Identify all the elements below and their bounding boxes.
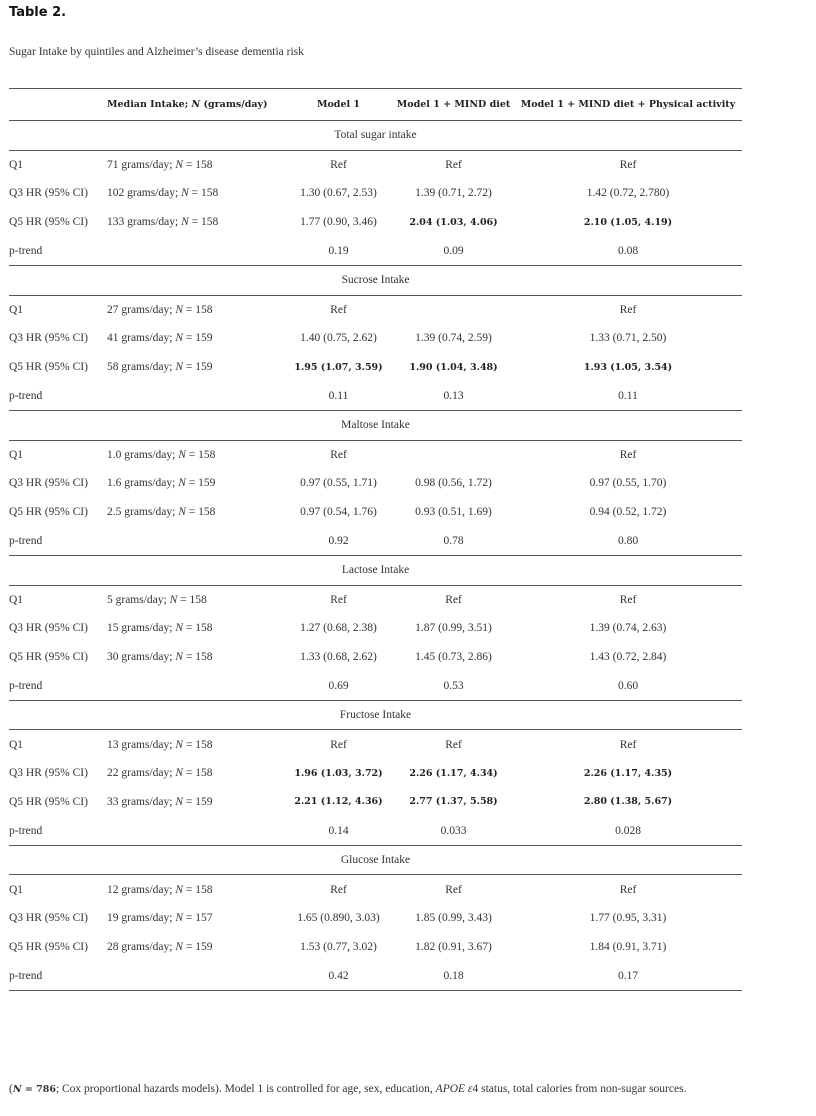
intake-cell: 28 grams/day; N = 159 [107, 940, 213, 953]
intake-cell: 12 grams/day; N = 158 [107, 883, 213, 896]
row-label: Q3 HR (95% CI) [9, 477, 88, 490]
footnote-n [13, 1084, 56, 1095]
model-1-mind-activity-cell: 1.33 (0.71, 2.50) [589, 332, 667, 345]
intake-cell [107, 526, 284, 555]
section-title: Glucose Intake [9, 845, 742, 875]
row-label: p-trend [9, 961, 107, 990]
section-title: Total sugar intake [9, 121, 742, 151]
table-row [9, 208, 742, 237]
model-1-mind-activity-cell: 0.028 [514, 816, 742, 845]
header-cell-blank [9, 89, 107, 121]
intake-cell: 19 grams/day; N = 157 [107, 912, 213, 925]
model-1-cell: 0.19 [284, 236, 393, 265]
table-row [9, 904, 742, 933]
model-1-cell: Ref [330, 883, 347, 896]
model-1-mind-activity-cell: 0.17 [514, 961, 742, 990]
table-row [9, 498, 742, 527]
results-table [9, 88, 742, 991]
row-label: Q5 HR (95% CI) [9, 361, 88, 374]
table-row [9, 440, 742, 469]
intake-cell [107, 961, 284, 990]
footnote-open: ( [9, 1083, 13, 1095]
row-label: Q5 HR (95% CI) [9, 650, 88, 663]
header-median-intake-text: Median Intake; N (grams/day) [107, 99, 268, 110]
row-label: Q3 HR (95% CI) [9, 767, 88, 780]
model-1-mind-cell: 0.18 [393, 961, 514, 990]
intake-cell [107, 816, 284, 845]
table-row [9, 526, 742, 555]
row-label: Q5 HR (95% CI) [9, 506, 88, 519]
row-label: Q1 [9, 158, 24, 171]
model-1-cell: 0.42 [284, 961, 393, 990]
intake-cell: 41 grams/day; N = 159 [107, 332, 213, 345]
model-1-mind-cell: 1.87 (0.99, 3.51) [415, 622, 492, 635]
section-header-row [9, 555, 742, 585]
model-1-cell: 0.14 [284, 816, 393, 845]
row-label: Q3 HR (95% CI) [9, 187, 88, 200]
intake-cell [107, 381, 284, 410]
model-1-mind-activity-cell: 0.94 (0.52, 1.72) [589, 506, 667, 519]
model-1-mind-cell: 1.39 (0.74, 2.59) [415, 332, 492, 345]
model-1-mind-activity-cell: 0.97 (0.55, 1.70) [589, 477, 667, 490]
table-title: Table 2. [9, 5, 67, 20]
model-1-mind-cell: 1.45 (0.73, 2.86) [415, 650, 492, 663]
row-label: Q5 HR (95% CI) [9, 216, 88, 229]
table-row [9, 788, 742, 817]
row-label: Q3 HR (95% CI) [9, 622, 88, 635]
table-row [9, 875, 742, 904]
intake-cell: 58 grams/day; N = 159 [107, 361, 213, 374]
row-label: Q5 HR (95% CI) [9, 940, 88, 953]
intake-cell [107, 671, 284, 700]
section-title: Maltose Intake [9, 410, 742, 440]
table-row [9, 469, 742, 498]
intake-cell: 15 grams/day; N = 158 [107, 622, 213, 635]
model-1-mind-cell: 0.93 (0.51, 1.69) [415, 506, 492, 519]
model-1-cell: Ref [330, 303, 347, 316]
model-1-cell: 2.21 (1.12, 4.36) [294, 796, 383, 808]
model-1-mind-cell: 2.26 (1.17, 4.34) [409, 767, 498, 779]
model-1-cell: 0.97 (0.54, 1.76) [300, 506, 377, 519]
model-1-cell: 1.40 (0.75, 2.62) [300, 332, 377, 345]
model-1-mind-cell: 2.77 (1.37, 5.58) [409, 796, 498, 808]
table-row [9, 961, 742, 990]
intake-cell: 133 grams/day; N = 158 [107, 216, 219, 229]
footnote-apoe: APOE ε [435, 1083, 473, 1095]
table-row [9, 381, 742, 410]
header-median-intake [107, 89, 284, 121]
table-body [9, 121, 742, 991]
table-row [9, 353, 742, 382]
table-row [9, 643, 742, 672]
model-1-mind-activity-cell: 1.84 (0.91, 3.71) [589, 940, 667, 953]
section-header-row [9, 121, 742, 151]
model-1-cell: 0.97 (0.55, 1.71) [300, 477, 377, 490]
model-1-mind-cell: 0.033 [393, 816, 514, 845]
row-label: p-trend [9, 236, 107, 265]
model-1-mind-activity-cell: Ref [619, 303, 637, 316]
model-1-mind-activity-cell: 1.42 (0.72, 2.780) [586, 187, 670, 200]
header-model-1: Model 1 [284, 89, 393, 121]
intake-cell [107, 236, 284, 265]
model-1-cell: Ref [330, 738, 347, 751]
table-row [9, 295, 742, 324]
model-1-cell: 1.30 (0.67, 2.53) [300, 187, 377, 200]
model-1-cell: Ref [330, 593, 347, 606]
section-header-row [9, 845, 742, 875]
model-1-mind-activity-cell: 2.26 (1.17, 4.35) [583, 767, 673, 779]
section-header-row [9, 265, 742, 295]
intake-cell: 1.0 grams/day; N = 158 [107, 448, 216, 461]
table-row [9, 759, 742, 788]
model-1-mind-activity-cell: 0.11 [514, 381, 742, 410]
row-label: Q3 HR (95% CI) [9, 332, 88, 345]
row-label: Q1 [9, 738, 24, 751]
header-model-1-mind: Model 1 + MIND diet [393, 89, 514, 121]
table-row [9, 236, 742, 265]
model-1-mind-cell: 1.85 (0.99, 3.43) [415, 912, 492, 925]
model-1-cell: 1.33 (0.68, 2.62) [300, 650, 377, 663]
table-row [9, 730, 742, 759]
intake-cell: 22 grams/day; N = 158 [107, 767, 213, 780]
model-1-mind-activity-cell: 1.77 (0.95, 3.31) [589, 912, 667, 925]
table-row [9, 671, 742, 700]
model-1-cell: Ref [330, 448, 347, 461]
model-1-mind-cell: 0.98 (0.56, 1.72) [415, 477, 492, 490]
model-1-mind-activity-cell: 0.80 [514, 526, 742, 555]
model-1-cell: 1.27 (0.68, 2.38) [300, 622, 377, 635]
model-1-mind-cell: 2.04 (1.03, 4.06) [409, 216, 498, 228]
header-model-1-mind-activity: Model 1 + MIND diet + Physical activity [514, 89, 742, 121]
row-label: p-trend [9, 671, 107, 700]
table-row [9, 614, 742, 643]
model-1-mind-activity-cell: 0.08 [514, 236, 742, 265]
row-label: p-trend [9, 381, 107, 410]
row-label: Q1 [9, 448, 24, 461]
footnote-text-2: 4 status, total calories from non-sugar sources. [472, 1083, 687, 1095]
table-row [9, 816, 742, 845]
model-1-mind-activity-cell: Ref [619, 738, 637, 751]
model-1-cell: 1.96 (1.03, 3.72) [294, 767, 383, 779]
model-1-mind-cell: 1.82 (0.91, 3.67) [415, 940, 492, 953]
footnote-n-value: = 786 [21, 1084, 56, 1095]
model-1-mind-activity-cell: 0.60 [514, 671, 742, 700]
model-1-mind-activity-cell: Ref [619, 448, 637, 461]
table-caption: Sugar Intake by quintiles and Alzheimer’s disease dementia risk [9, 46, 304, 58]
row-label: Q1 [9, 303, 24, 316]
row-label: Q3 HR (95% CI) [9, 912, 88, 925]
model-1-mind-cell: 0.09 [393, 236, 514, 265]
model-1-cell: Ref [330, 158, 347, 171]
model-1-cell: 0.11 [284, 381, 393, 410]
model-1-mind-cell: 1.39 (0.71, 2.72) [415, 187, 492, 200]
model-1-mind-cell [393, 295, 514, 324]
model-1-mind-cell: 1.90 (1.04, 3.48) [409, 361, 498, 373]
intake-cell: 33 grams/day; N = 159 [107, 795, 213, 808]
model-1-mind-cell: 0.78 [393, 526, 514, 555]
model-1-cell: 0.92 [284, 526, 393, 555]
table-row [9, 585, 742, 614]
section-title: Lactose Intake [9, 555, 742, 585]
header-row [9, 89, 742, 121]
intake-cell: 102 grams/day; N = 158 [107, 187, 219, 200]
intake-cell: 71 grams/day; N = 158 [107, 158, 213, 171]
row-label: Q1 [9, 593, 24, 606]
section-header-row [9, 410, 742, 440]
model-1-mind-cell [393, 440, 514, 469]
section-title: Fructose Intake [9, 700, 742, 730]
intake-cell: 1.6 grams/day; N = 159 [107, 477, 216, 490]
intake-cell: 30 grams/day; N = 158 [107, 650, 213, 663]
model-1-mind-cell: Ref [445, 738, 462, 751]
model-1-mind-cell: Ref [445, 158, 462, 171]
intake-cell: 27 grams/day; N = 158 [107, 303, 213, 316]
model-1-cell: 1.53 (0.77, 3.02) [300, 940, 377, 953]
row-label: p-trend [9, 526, 107, 555]
footnote-text-1: ; Cox proportional hazards models). Model 1 is controlled for age, sex, education, [55, 1083, 436, 1095]
table-footnote [9, 1083, 809, 1095]
intake-cell: 5 grams/day; N = 158 [107, 593, 207, 606]
intake-cell: 13 grams/day; N = 158 [107, 738, 213, 751]
model-1-mind-cell: 0.53 [393, 671, 514, 700]
model-1-mind-activity-cell: Ref [619, 158, 637, 171]
model-1-mind-activity-cell: Ref [619, 883, 637, 896]
model-1-mind-activity-cell: 1.43 (0.72, 2.84) [589, 650, 667, 663]
model-1-mind-activity-cell: Ref [619, 593, 637, 606]
model-1-mind-activity-cell: 2.10 (1.05, 4.19) [583, 216, 673, 228]
footnote-n-label: N [12, 1084, 22, 1095]
row-label: Q1 [9, 883, 24, 896]
model-1-mind-activity-cell: 2.80 (1.38, 5.67) [583, 796, 673, 808]
table-row [9, 179, 742, 208]
intake-cell: 2.5 grams/day; N = 158 [107, 506, 216, 519]
row-label: Q5 HR (95% CI) [9, 795, 88, 808]
model-1-mind-activity-cell: 1.39 (0.74, 2.63) [589, 622, 667, 635]
model-1-cell: 1.95 (1.07, 3.59) [294, 361, 383, 373]
table-row [9, 324, 742, 353]
section-title: Sucrose Intake [9, 265, 742, 295]
model-1-mind-cell: Ref [445, 883, 462, 896]
model-1-cell: 0.69 [284, 671, 393, 700]
table-row [9, 150, 742, 179]
model-1-mind-cell: Ref [445, 593, 462, 606]
model-1-mind-cell: 0.13 [393, 381, 514, 410]
row-label: p-trend [9, 816, 107, 845]
model-1-cell: 1.65 (0.890, 3.03) [297, 912, 380, 925]
table-row [9, 933, 742, 962]
model-1-cell: 1.77 (0.90, 3.46) [300, 216, 377, 229]
model-1-mind-activity-cell: 1.93 (1.05, 3.54) [583, 361, 673, 373]
section-header-row [9, 700, 742, 730]
